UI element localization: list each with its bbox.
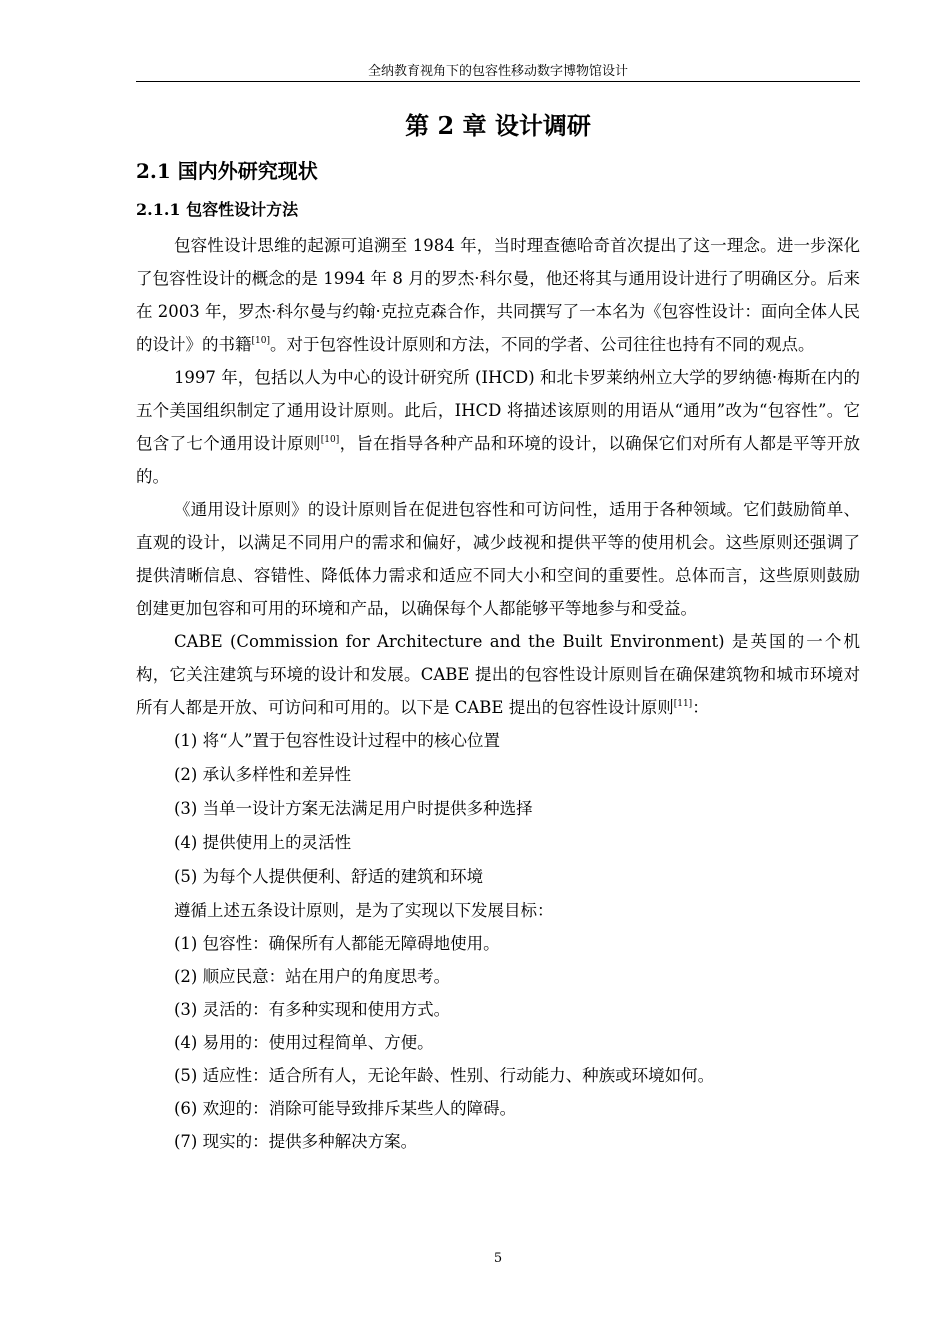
- goal-item: (6) 欢迎的：消除可能导致排斥某些人的障碍。: [174, 1099, 517, 1118]
- section-heading: 2.1 国内外研究现状: [136, 159, 318, 183]
- paragraph-4: [136, 625, 860, 724]
- goals-intro: 遵循上述五条设计原则，是为了实现以下发展目标：: [174, 901, 554, 920]
- citation-ref: [10]: [320, 435, 340, 445]
- paragraph-3: 《通用设计原则》的设计原则旨在促进包容性和可访问性，适用于各种领域。它们鼓励简单、直观的设计，以满足不同用户的需求和偏好，减少歧视和提供平等的使用机会。这些原则还强调了提供清晰信息、容错性、降低体力需求和适应不同大小和空间的重要性。总体而言，这些原则鼓励创建更加包容和可用的环境和产品，以确保每个人都能够平等地参与和受益。: [136, 500, 860, 618]
- goal-item: (2) 顺应民意：站在用户的角度思考。: [174, 967, 451, 986]
- paragraph-1-text-end: 。对于包容性设计原则和方法，不同的学者、公司往往也持有不同的观点。: [269, 335, 815, 354]
- principle-item: (3) 当单一设计方案无法满足用户时提供多种选择: [174, 799, 533, 818]
- citation-ref: [10]: [251, 336, 270, 346]
- header-rule: [136, 81, 860, 82]
- running-header: 全纳教育视角下的包容性移动数字博物馆设计: [367, 64, 628, 79]
- paragraph-2: [136, 361, 860, 493]
- goal-item: (3) 灵活的：有多种实现和使用方式。: [174, 1000, 451, 1019]
- paragraph-2-text-end: ，旨在指导各种产品和环境的设计，以确保它们对所有人都是平等开放的。: [136, 434, 861, 486]
- paragraph-4-text: CABE (Commission for Architecture and the Built Environment) 是英国的一个机构，它关注建筑与环境的设计和发展。CABE 提出的包容性设计原则旨在确保建筑物和城市环境对所有人都是开放、可访问和可用的。以下是 CABE 提出的包容性设计原则: [136, 632, 860, 717]
- paragraph-2-text: 1997 年，包括以人为中心的设计研究所 (IHCD) 和北卡罗莱纳州立大学的罗纳德·梅斯在内的五个美国组织制定了通用设计原则。此后，IHCD 将描述该原则的用语从“通用”改为“包容性”。它包含了七个通用设计原则: [136, 368, 860, 453]
- goal-item: (1) 包容性：确保所有人都能无障碍地使用。: [174, 934, 500, 953]
- principle-item: (1) 将“人”置于包容性设计过程中的核心位置: [174, 731, 500, 750]
- goal-item: (4) 易用的：使用过程简单、方便。: [174, 1033, 434, 1052]
- paragraph-1: [136, 229, 860, 361]
- principle-item: (4) 提供使用上的灵活性: [174, 833, 352, 852]
- principle-item: (5) 为每个人提供便利、舒适的建筑和环境: [174, 867, 484, 886]
- page-number: 5: [493, 1251, 503, 1266]
- citation-ref: [11]: [673, 699, 693, 709]
- body-text: [136, 229, 860, 1158]
- goal-item: (7) 现实的：提供多种解决方案。: [174, 1132, 418, 1151]
- chapter-title: 第 2 章 设计调研: [405, 111, 591, 140]
- goal-item: (5) 适应性：适合所有人，无论年龄、性别、行动能力、种族或环境如何。: [174, 1066, 715, 1085]
- paragraph-4-text-end: ：: [692, 698, 709, 717]
- principle-item: (2) 承认多样性和差异性: [174, 765, 352, 784]
- paragraph-1-text: 包容性设计思维的起源可追溯至 1984 年，当时理查德哈奇首次提出了这一理念。进一步深化了包容性设计的概念的是 1994 年 8 月的罗杰·科尔曼，他还将其与通用设计进行了明确区分。后来在 2003 年，罗杰·科尔曼与约翰·克拉克森合作，共同撰写了一本名为《包容性设计：面向全体人民的设计》的书籍: [136, 236, 860, 354]
- subsection-heading: 2.1.1 包容性设计方法: [136, 200, 299, 219]
